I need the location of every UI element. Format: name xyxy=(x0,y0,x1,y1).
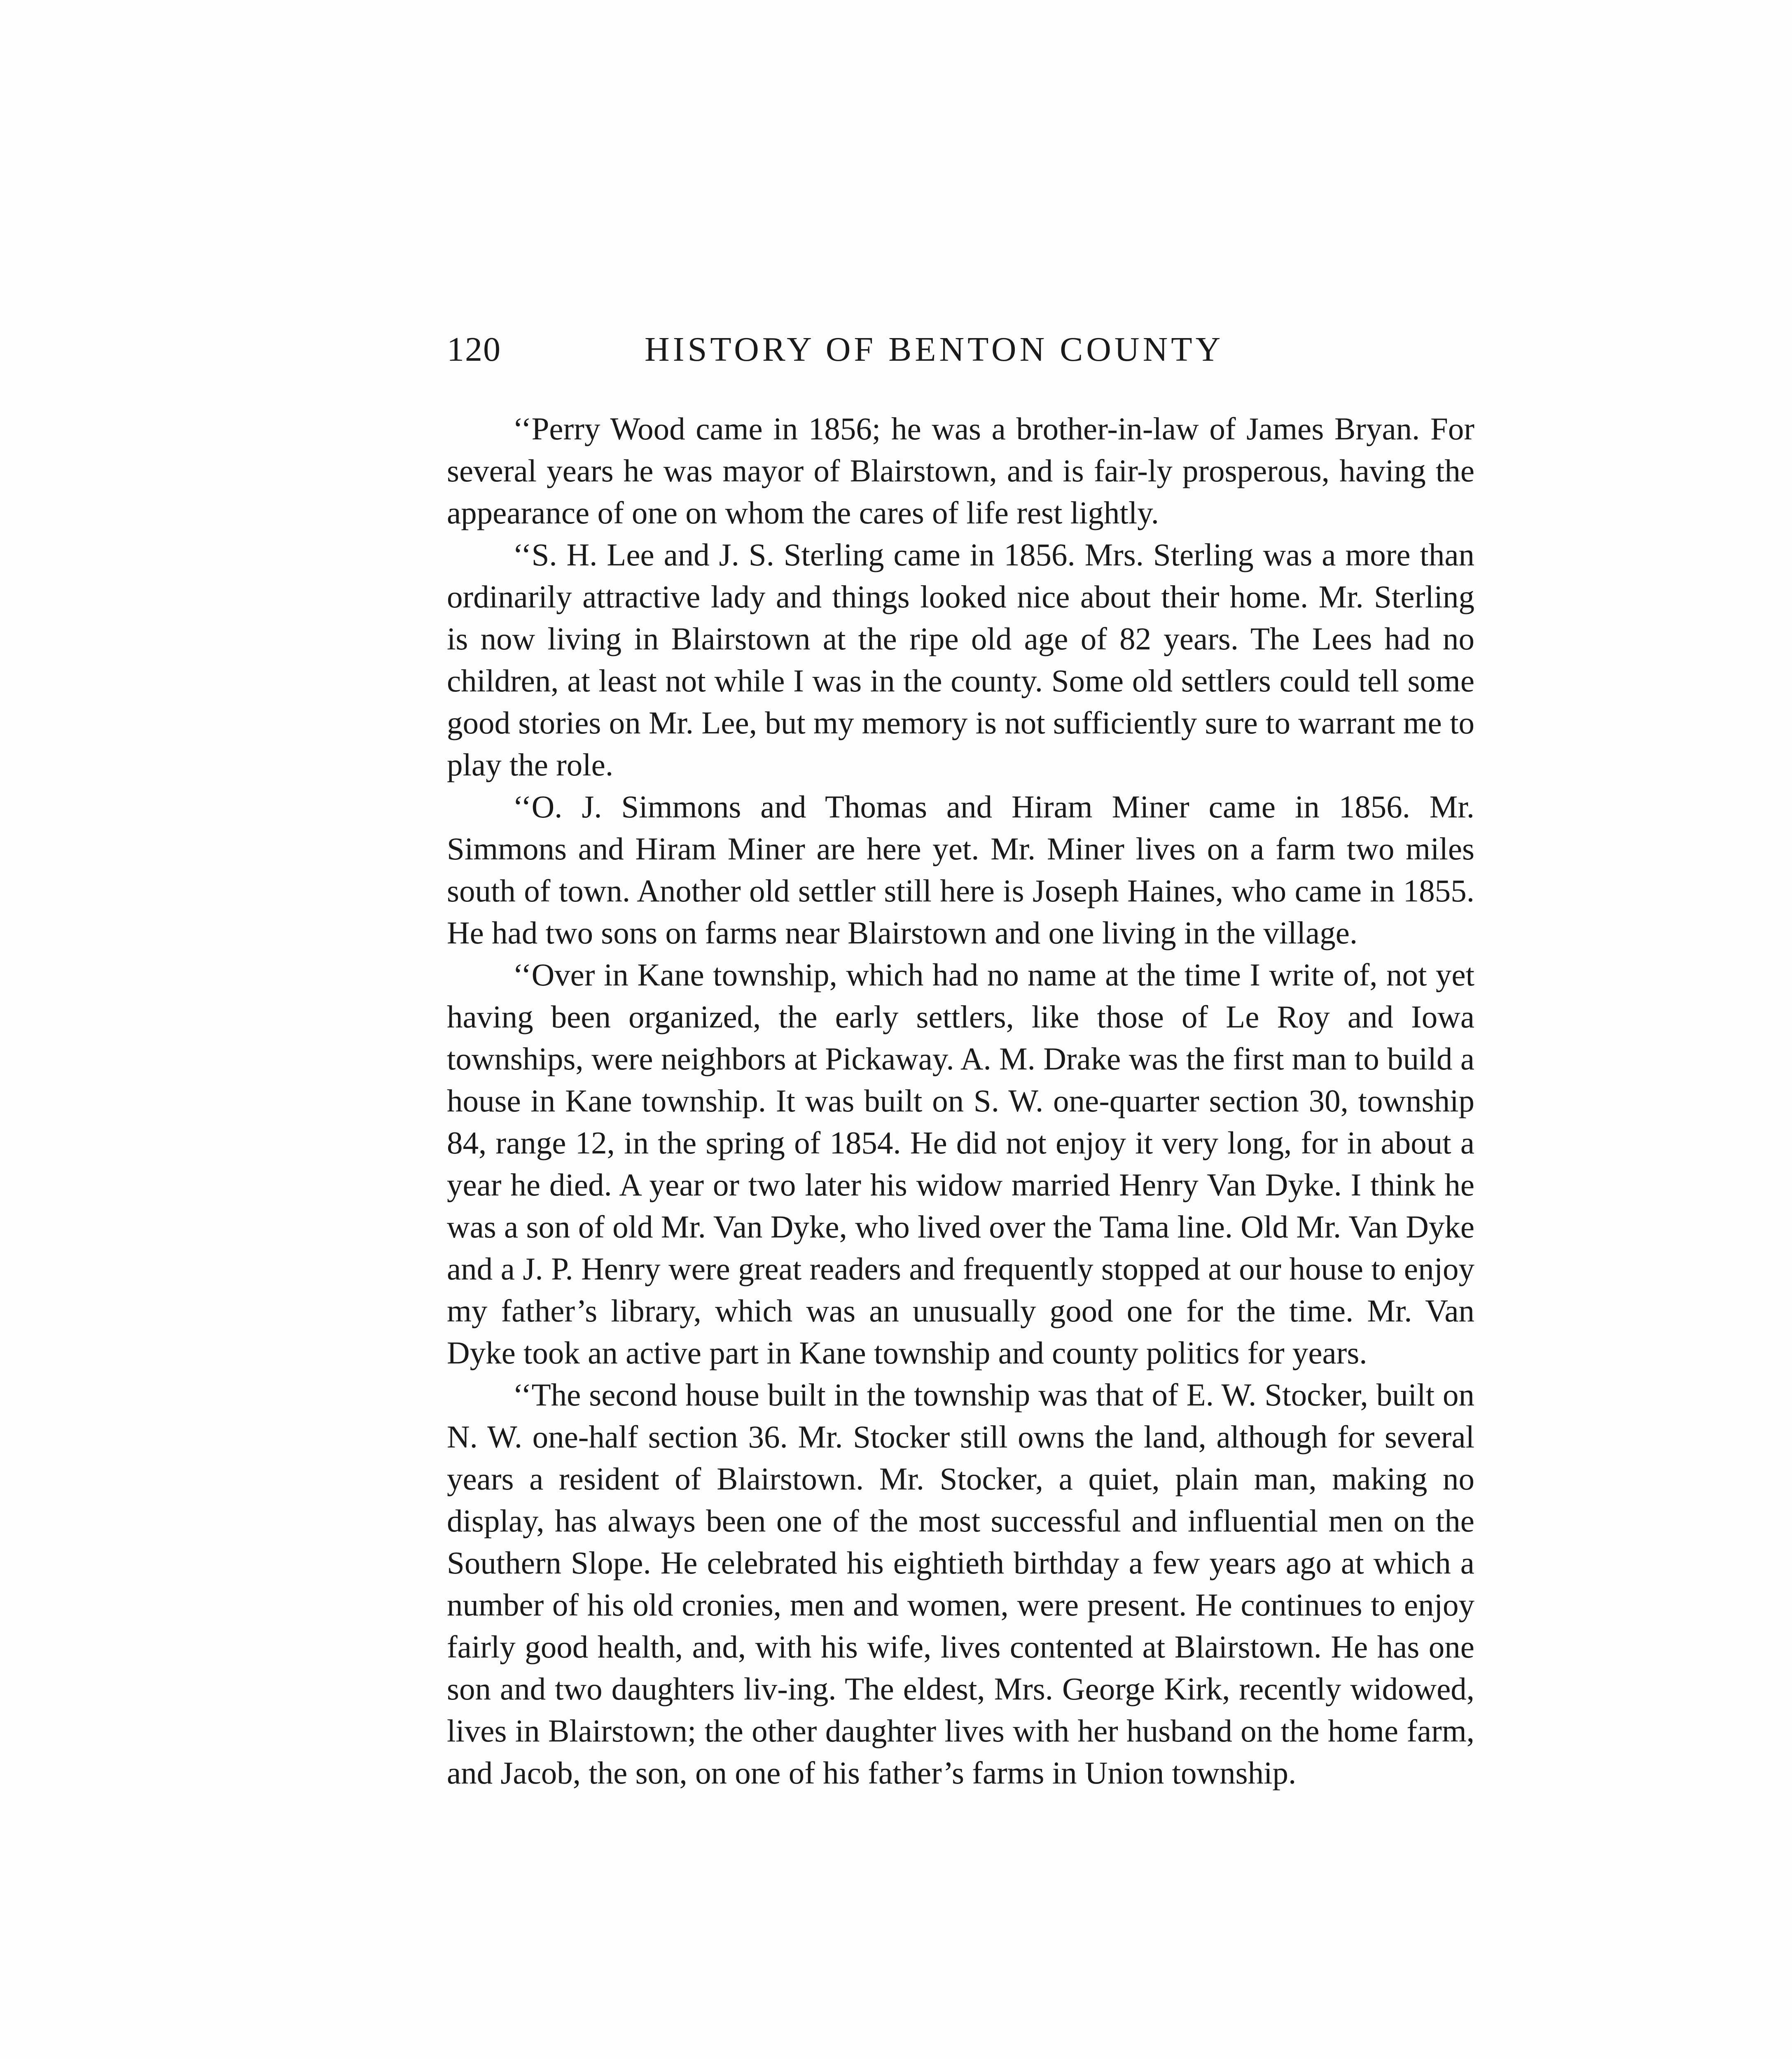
paragraph-lee-sterling: ‘‘S. H. Lee and J. S. Sterling came in 1856. Mrs. Sterling was a more than ordinarily attractive lady and things looked nice about their home. Mr. Sterling is now living in Blairstown at the ripe old age of 82 years. The Lees had no children, at least not while I was in the county. Some old settlers could tell some good stories on Mr. Lee, but my memory is not sufficiently sure to warrant me to play the role. xyxy=(447,537,1474,782)
running-title: HISTORY OF BENTON COUNTY xyxy=(645,330,1224,369)
running-head xyxy=(447,329,1474,379)
body-text xyxy=(447,408,1474,1794)
paragraph-kane-township: ‘‘Over in Kane township, which had no name at the time I write of, not yet having been organized, the early settlers, like those of Le Roy and Iowa townships, were neighbors at Pickaway. A. M. Drake was the first man to build a house in Kane township. It was built on S. W. one-quarter section 30, township 84, range 12, in the spring of 1854. He did not enjoy it very long, for in about a year he died. A year or two later his widow married Henry Van Dyke. I think he was a son of old Mr. Van Dyke, who lived over the Tama line. Old Mr. Van Dyke and a J. P. Henry were great readers and frequently stopped at our house to enjoy my father’s library, which was an unusually good one for the time. Mr. Van Dyke took an active part in Kane township and county politics for years. xyxy=(447,957,1474,1370)
paragraph-perry-wood: ‘‘Perry Wood came in 1856; he was a brother-in-law of James Bryan. For several years he was mayor of Blairstown, and is fair-ly prosperous, having the appearance of one on whom the cares of life rest lightly. xyxy=(447,411,1474,530)
paragraph-stocker: ‘‘The second house built in the township was that of E. W. Stocker, built on N. W. one-half section 36. Mr. Stocker still owns the land, although for several years a resident of Blairstown. Mr. Stocker, a quiet, plain man, making no display, has always been one of the most successful and influential men on the Southern Slope. He celebrated his eightieth birthday a few years ago at which a number of his old cronies, men and women, were present. He continues to enjoy fairly good health, and, with his wife, lives contented at Blairstown. He has one son and two daughters liv-ing. The eldest, Mrs. George Kirk, recently widowed, lives in Blairstown; the other daughter lives with her husband on the home farm, and Jacob, the son, on one of his father’s farms in Union township. xyxy=(447,1377,1474,1791)
page-number: 120 xyxy=(447,330,501,369)
paragraph-simmons-miner: ‘‘O. J. Simmons and Thomas and Hiram Miner came in 1856. Mr. Simmons and Hiram Miner are here yet. Mr. Miner lives on a farm two miles south of town. Another old settler still here is Joseph Haines, who came in 1855. He had two sons on farms near Blairstown and one living in the village. xyxy=(447,789,1474,950)
